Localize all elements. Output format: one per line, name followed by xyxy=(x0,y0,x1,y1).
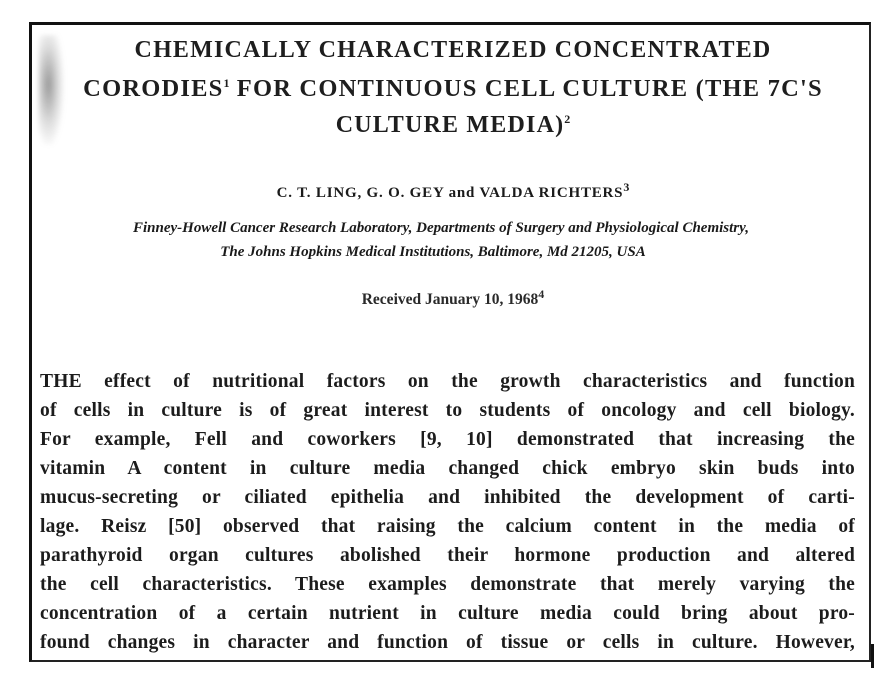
footnote-2-marker: 2 xyxy=(564,112,571,126)
scan-edge-mark xyxy=(871,644,874,668)
affiliation-line-2: The Johns Hopkins Medical Institutions, Baltimore, Md 21205, USA xyxy=(220,244,646,260)
body-line: the cell characteristics. These examples demonstrate that merely varying the xyxy=(40,574,855,595)
authors-text: C. T. LING, G. O. GEY and VALDA RICHTERS xyxy=(276,185,624,201)
body-line: lage. Reisz [50] observed that raising the calcium content in the media of xyxy=(40,516,855,537)
body-line: of cells in culture is of great interest to students of oncology and cell biology. xyxy=(40,400,855,421)
body-line: mucus-secreting or ciliated epithelia and inhibited the development of carti- xyxy=(40,487,855,508)
body-line: parathyroid organ cultures abolished their hormone production and altered xyxy=(40,545,855,566)
body-line: vitamin A content in culture media changed chick embryo skin buds into xyxy=(40,458,855,479)
title-line-2 xyxy=(32,75,871,103)
body-line: found changes in character and function of tissue or cells in culture. However, xyxy=(40,632,855,653)
title-line-2-start: CORODIES xyxy=(83,75,224,102)
footnote-1-marker: 1 xyxy=(223,75,230,90)
scanned-page xyxy=(29,22,871,662)
footnote-3-marker: 3 xyxy=(623,180,630,194)
title-line-3-text: CULTURE MEDIA) xyxy=(335,112,565,138)
body-line: For example, Fell and coworkers [9, 10] demonstrated that increasing the xyxy=(40,429,855,450)
authors xyxy=(32,180,871,202)
title-line-3 xyxy=(32,112,871,139)
body-line: THE effect of nutritional factors on the growth characteristics and function xyxy=(40,371,855,392)
received-date xyxy=(32,287,871,309)
title-line-2-rest: FOR CONTINUOUS CELL CULTURE (THE 7C'S xyxy=(229,75,823,102)
title-line-1: CHEMICALLY CHARACTERIZED CONCENTRATED xyxy=(134,37,772,63)
affiliation-line-1: Finney-Howell Cancer Research Laboratory, Departments of Surgery and Physiological Chemistry, xyxy=(133,220,749,236)
received-text: Received January 10, 1968 xyxy=(361,291,539,309)
footnote-4-marker: 4 xyxy=(538,287,545,301)
body-line: concentration of a certain nutrient in culture media could bring about pro- xyxy=(40,603,855,624)
